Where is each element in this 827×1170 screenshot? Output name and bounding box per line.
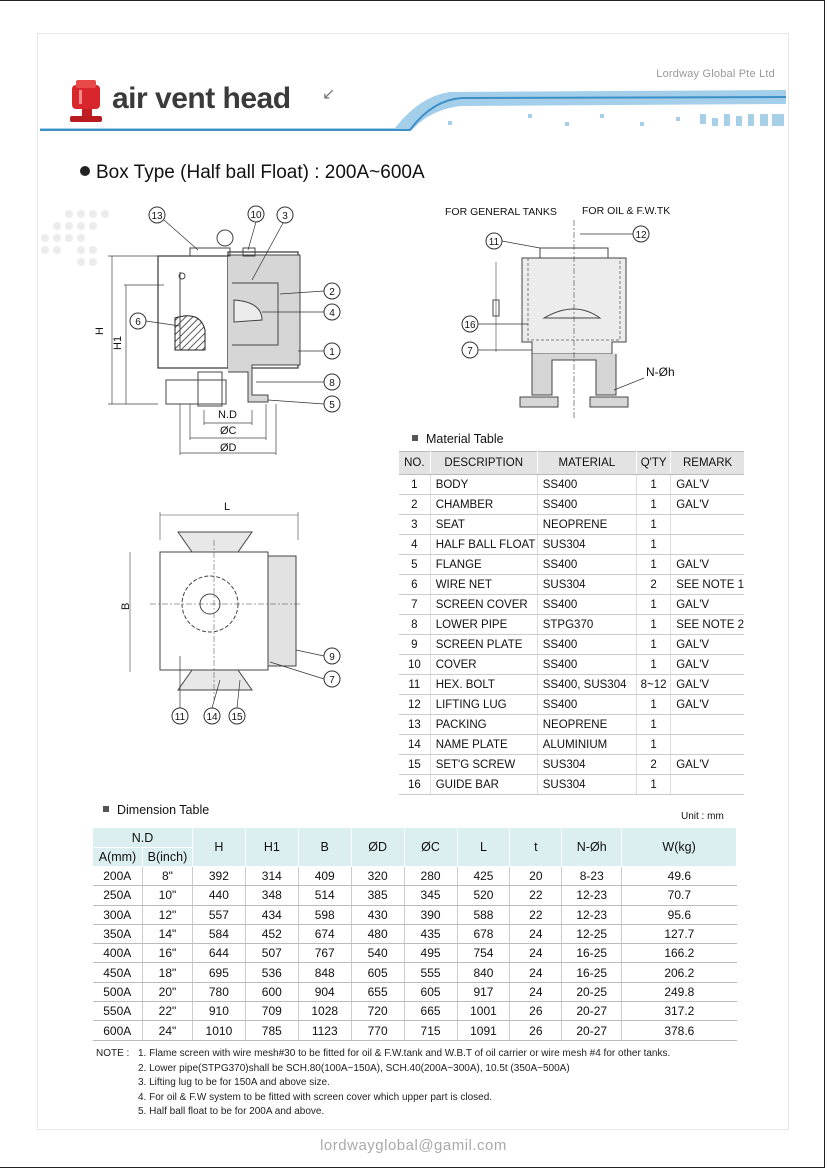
footer-email[interactable]: lordwayglobal@gamil.com (320, 1137, 507, 1154)
table-cell: 206.2 (622, 963, 737, 982)
table-cell: 598 (298, 905, 351, 924)
table-cell: 904 (298, 982, 351, 1001)
table-cell: SET'G SCREW (430, 755, 537, 775)
table-cell: 385 (351, 886, 404, 905)
table-row (399, 655, 744, 675)
table-cell: 2 (399, 495, 430, 515)
table-row (93, 886, 737, 905)
table-cell: 1 (637, 535, 671, 555)
table-cell: 605 (351, 963, 404, 982)
svg-text:3: 3 (282, 211, 288, 222)
table-cell: SS400 (537, 555, 636, 575)
table-cell: COVER (430, 655, 537, 675)
table-cell: 770 (351, 1021, 404, 1040)
material-table (399, 451, 744, 795)
table-cell: 720 (351, 1002, 404, 1021)
table-cell: 24 (510, 944, 562, 963)
table-cell: SS400, SUS304 (537, 675, 636, 695)
table-cell: 8~12 (637, 675, 671, 695)
svg-text:13: 13 (151, 211, 163, 222)
table-row (399, 575, 744, 595)
table-cell: 12 (399, 695, 430, 715)
table-cell: 500A (93, 982, 143, 1001)
svg-text:11: 11 (488, 237, 500, 248)
table-cell: 18" (142, 963, 192, 982)
table-row (399, 475, 744, 495)
table-cell: SUS304 (537, 775, 636, 795)
table-cell: 840 (457, 963, 510, 982)
table-cell: 317.2 (622, 1002, 737, 1021)
front-section-view (108, 230, 300, 455)
table-cell: 24 (510, 982, 562, 1001)
table-cell: 320 (351, 867, 404, 886)
table-cell: GAL'V (671, 555, 744, 575)
table-cell: 280 (404, 867, 457, 886)
table-cell: 20 (510, 867, 562, 886)
table-row (93, 905, 737, 924)
table-cell: 26 (510, 1002, 562, 1021)
table-cell: 12-25 (562, 924, 622, 943)
table-cell: 588 (457, 905, 510, 924)
table-cell: 754 (457, 944, 510, 963)
general-tanks-label: FOR GENERAL TANKS (445, 206, 557, 218)
table-cell: HALF BALL FLOAT (430, 535, 537, 555)
table-cell: 1028 (298, 1002, 351, 1021)
n-oh-label: N-Øh (646, 365, 675, 379)
material-table-header: NO. DESCRIPTION MATERIAL Q'TY REMARK (399, 452, 744, 475)
table-cell: SUS304 (537, 755, 636, 775)
table-cell (671, 535, 744, 555)
table-cell: 584 (192, 924, 245, 943)
table-cell: 14" (142, 924, 192, 943)
table-cell: SS400 (537, 495, 636, 515)
table-cell: 1010 (192, 1021, 245, 1040)
plan-view (130, 512, 300, 700)
table-cell: GAL'V (671, 595, 744, 615)
square-bullet-icon (103, 806, 109, 812)
table-cell: 49.6 (622, 867, 737, 886)
table-cell (671, 515, 744, 535)
table-row (399, 495, 744, 515)
notes-label: NOTE : (96, 1048, 130, 1059)
table-cell (671, 735, 744, 755)
table-cell: 785 (245, 1021, 298, 1040)
unit-label: Unit : mm (681, 811, 724, 822)
table-cell: FLANGE (430, 555, 537, 575)
table-cell: 1 (637, 515, 671, 535)
table-cell: 392 (192, 867, 245, 886)
notes (96, 1047, 670, 1120)
table-cell: SS400 (537, 475, 636, 495)
table-row (399, 515, 744, 535)
table-cell: 24" (142, 1021, 192, 1040)
table-cell: 540 (351, 944, 404, 963)
table-cell (671, 775, 744, 795)
table-cell: SS400 (537, 695, 636, 715)
table-cell: 20" (142, 982, 192, 1001)
svg-text:14: 14 (206, 712, 218, 723)
table-cell: 605 (404, 982, 457, 1001)
page-title: air vent head (112, 82, 291, 115)
table-cell: 345 (404, 886, 457, 905)
svg-text:2: 2 (329, 287, 335, 298)
table-cell: 11 (399, 675, 430, 695)
table-cell: 910 (192, 1002, 245, 1021)
table-row (93, 963, 737, 982)
table-cell: 1 (637, 775, 671, 795)
table-row (399, 595, 744, 615)
table-cell: 480 (351, 924, 404, 943)
table-cell: GUIDE BAR (430, 775, 537, 795)
table-cell: 20-27 (562, 1002, 622, 1021)
table-cell: 678 (457, 924, 510, 943)
table-cell: NAME PLATE (430, 735, 537, 755)
dimension-table: N.D H H1 B ØD ØC L t N-Øh W(kg) A(mm) B(inch) 200A 8" 392 314 409 320 280 425 20 8-23 49.6 250A 10" 440 348 514 385 345 520 22 12-23 70.7 300A 12" 557 434 598 430 390 588 22 12-23 95.6 350A 14" 584 452 674 480 435 678 24 12-25 127.7 400A 16" 644 507 767 540 495 754 24 16-25 166.2 450A 18" 695 536 848 605 555 840 24 16-25 206.2 500A 20" 780 600 904 655 605 917 24 20-25 249.8 550A 22" 910 709 1028 720 665 1001 26 20-27 317.2 600A 24" 1010 785 1123 770 715 1091 26 20-27 378.6 (92, 827, 737, 1041)
table-cell: 390 (404, 905, 457, 924)
table-cell: GAL'V (671, 495, 744, 515)
svg-text:15: 15 (231, 712, 243, 723)
table-cell: 400A (93, 944, 143, 963)
table-cell: 22 (510, 905, 562, 924)
table-cell: 10 (399, 655, 430, 675)
table-cell: GAL'V (671, 655, 744, 675)
dim-h1-label: H1 (112, 335, 124, 350)
table-cell: PACKING (430, 715, 537, 735)
table-cell: 249.8 (622, 982, 737, 1001)
table-cell: 767 (298, 944, 351, 963)
table-cell: 520 (457, 886, 510, 905)
table-cell: 536 (245, 963, 298, 982)
table-cell: 16-25 (562, 963, 622, 982)
note-line: 5. Half ball float to be for 200A and above. (138, 1106, 325, 1117)
table-cell: 7 (399, 595, 430, 615)
table-cell: 434 (245, 905, 298, 924)
table-cell: WIRE NET (430, 575, 537, 595)
table-cell: SUS304 (537, 575, 636, 595)
table-cell: 674 (298, 924, 351, 943)
company-name: Lordway Global Pte Ltd (656, 68, 775, 80)
svg-text:11: 11 (174, 712, 186, 723)
table-cell: 550A (93, 1002, 143, 1021)
table-cell: 22 (510, 886, 562, 905)
table-cell: GAL'V (671, 675, 744, 695)
table-cell: 600 (245, 982, 298, 1001)
table-cell: SEE NOTE 2 (671, 615, 744, 635)
note-line: 2. Lower pipe(STPG370)shall be SCH.80(100A~150A), SCH.40(200A~300A), 10.5t (350A~500A) (138, 1062, 570, 1074)
table-cell: 440 (192, 886, 245, 905)
table-cell: 14 (399, 735, 430, 755)
table-cell: SS400 (537, 635, 636, 655)
svg-text:4: 4 (329, 308, 335, 319)
table-row (399, 715, 744, 735)
table-cell: SCREEN PLATE (430, 635, 537, 655)
table-cell: 16-25 (562, 944, 622, 963)
table-cell: 435 (404, 924, 457, 943)
table-cell: 300A (93, 905, 143, 924)
table-cell: 20-25 (562, 982, 622, 1001)
table-cell: 644 (192, 944, 245, 963)
table-cell: 1001 (457, 1002, 510, 1021)
product-subtitle: Box Type (Half ball Float) : 200A~600A (80, 162, 425, 184)
table-cell: 1 (399, 475, 430, 495)
table-row (399, 775, 744, 795)
table-cell: GAL'V (671, 635, 744, 655)
table-cell: 22" (142, 1002, 192, 1021)
table-cell: NEOPRENE (537, 715, 636, 735)
table-cell: 8" (142, 867, 192, 886)
table-row (399, 635, 744, 655)
table-cell: STPG370 (537, 615, 636, 635)
side-section-view (493, 220, 628, 420)
table-row (399, 735, 744, 755)
svg-text:7: 7 (329, 675, 335, 686)
table-cell: BODY (430, 475, 537, 495)
note-line: 4. For oil & F.W system to be fitted with screen cover which upper part is closed. (138, 1091, 493, 1103)
nd-group-header: N.D (93, 828, 193, 848)
table-cell: SS400 (537, 655, 636, 675)
table-cell: 20-27 (562, 1021, 622, 1040)
table-cell: 780 (192, 982, 245, 1001)
table-cell: 514 (298, 886, 351, 905)
table-row (93, 867, 737, 886)
table-cell: NEOPRENE (537, 515, 636, 535)
table-cell: 1123 (298, 1021, 351, 1040)
table-row (399, 675, 744, 695)
table-cell: 1 (637, 655, 671, 675)
table-cell: 314 (245, 867, 298, 886)
title-arrow-icon: ↙ (322, 86, 336, 103)
table-row (399, 555, 744, 575)
table-cell: 26 (510, 1021, 562, 1040)
table-cell: 13 (399, 715, 430, 735)
table-cell: 2 (637, 755, 671, 775)
table-cell: 12-23 (562, 905, 622, 924)
table-cell: 715 (404, 1021, 457, 1040)
table-cell: 1 (637, 495, 671, 515)
square-bullet-icon (412, 435, 418, 441)
table-cell: LIFTING LUG (430, 695, 537, 715)
dim-nd-label: N.D (218, 409, 237, 421)
dim-h-label: H (94, 327, 106, 335)
table-cell: 695 (192, 963, 245, 982)
table-cell: 5 (399, 555, 430, 575)
table-cell: 557 (192, 905, 245, 924)
table-cell: 9 (399, 635, 430, 655)
table-cell: 409 (298, 867, 351, 886)
svg-text:5: 5 (329, 400, 335, 411)
table-cell: 430 (351, 905, 404, 924)
table-cell: 555 (404, 963, 457, 982)
table-cell: 16 (399, 775, 430, 795)
table-row (399, 755, 744, 775)
table-cell: 450A (93, 963, 143, 982)
note-line: 3. Lifting lug to be for 150A and above size. (138, 1077, 330, 1088)
dim-l-label: L (224, 501, 231, 513)
svg-text:1: 1 (329, 347, 335, 358)
table-cell: 12-23 (562, 886, 622, 905)
table-cell: 4 (399, 535, 430, 555)
table-cell (671, 715, 744, 735)
table-row (399, 615, 744, 635)
table-row (93, 944, 737, 963)
table-cell: 2 (637, 575, 671, 595)
table-cell: 1 (637, 475, 671, 495)
table-cell: 1 (637, 595, 671, 615)
table-cell: 3 (399, 515, 430, 535)
table-cell: 507 (245, 944, 298, 963)
note-line: 1. Flame screen with wire mesh#30 to be fitted for oil & F.W.tank and W.B.T of oil carrier or wire mesh #4 for other tanks. (138, 1048, 671, 1059)
table-cell: 452 (245, 924, 298, 943)
table-cell: SCREEN COVER (430, 595, 537, 615)
table-cell: 1 (637, 555, 671, 575)
table-cell: GAL'V (671, 695, 744, 715)
table-row (93, 924, 737, 943)
table-cell: 166.2 (622, 944, 737, 963)
svg-text:8: 8 (329, 378, 335, 389)
dimension-table-label: Dimension Table (103, 803, 209, 817)
table-cell: HEX. BOLT (430, 675, 537, 695)
table-cell: 1 (637, 735, 671, 755)
table-cell: 495 (404, 944, 457, 963)
table-cell: 350A (93, 924, 143, 943)
table-cell: 15 (399, 755, 430, 775)
table-cell: SEAT (430, 515, 537, 535)
table-cell: 1 (637, 635, 671, 655)
table-cell: GAL'V (671, 755, 744, 775)
dim-od-label: ØD (220, 442, 237, 454)
table-row (93, 1002, 737, 1021)
oil-tank-label: FOR OIL & F.W.TK (582, 205, 671, 217)
svg-text:12: 12 (635, 230, 647, 241)
table-cell: 709 (245, 1002, 298, 1021)
table-cell: 12" (142, 905, 192, 924)
table-cell: SS400 (537, 595, 636, 615)
table-row (399, 695, 744, 715)
table-cell: 848 (298, 963, 351, 982)
table-cell: 655 (351, 982, 404, 1001)
table-cell: 95.6 (622, 905, 737, 924)
table-cell: 1091 (457, 1021, 510, 1040)
svg-text:9: 9 (329, 652, 335, 663)
table-cell: 425 (457, 867, 510, 886)
table-cell: 16" (142, 944, 192, 963)
table-cell: 378.6 (622, 1021, 737, 1040)
table-cell: 1 (637, 715, 671, 735)
table-row (93, 1021, 737, 1040)
material-table-label: Material Table (412, 432, 504, 446)
table-cell: 10" (142, 886, 192, 905)
table-cell: 24 (510, 924, 562, 943)
table-cell: 1 (637, 615, 671, 635)
table-row (399, 535, 744, 555)
dim-oc-label: ØC (220, 425, 237, 437)
table-cell: 200A (93, 867, 143, 886)
table-cell: 665 (404, 1002, 457, 1021)
svg-text:16: 16 (464, 320, 476, 331)
svg-text:7: 7 (467, 346, 473, 357)
table-cell: SEE NOTE 1 (671, 575, 744, 595)
table-cell: 70.7 (622, 886, 737, 905)
table-cell: 348 (245, 886, 298, 905)
table-cell: 6 (399, 575, 430, 595)
svg-text:6: 6 (135, 317, 141, 328)
table-cell: ALUMINIUM (537, 735, 636, 755)
table-cell: LOWER PIPE (430, 615, 537, 635)
table-cell: 917 (457, 982, 510, 1001)
svg-text:10: 10 (250, 210, 262, 221)
table-cell: SUS304 (537, 535, 636, 555)
table-cell: 127.7 (622, 924, 737, 943)
table-cell: CHAMBER (430, 495, 537, 515)
table-row (93, 982, 737, 1001)
table-cell: GAL'V (671, 475, 744, 495)
table-cell: 1 (637, 695, 671, 715)
table-cell: 8-23 (562, 867, 622, 886)
table-cell: 24 (510, 963, 562, 982)
table-cell: 250A (93, 886, 143, 905)
dim-b-label: B (120, 602, 132, 610)
table-cell: 8 (399, 615, 430, 635)
table-cell: 600A (93, 1021, 143, 1040)
